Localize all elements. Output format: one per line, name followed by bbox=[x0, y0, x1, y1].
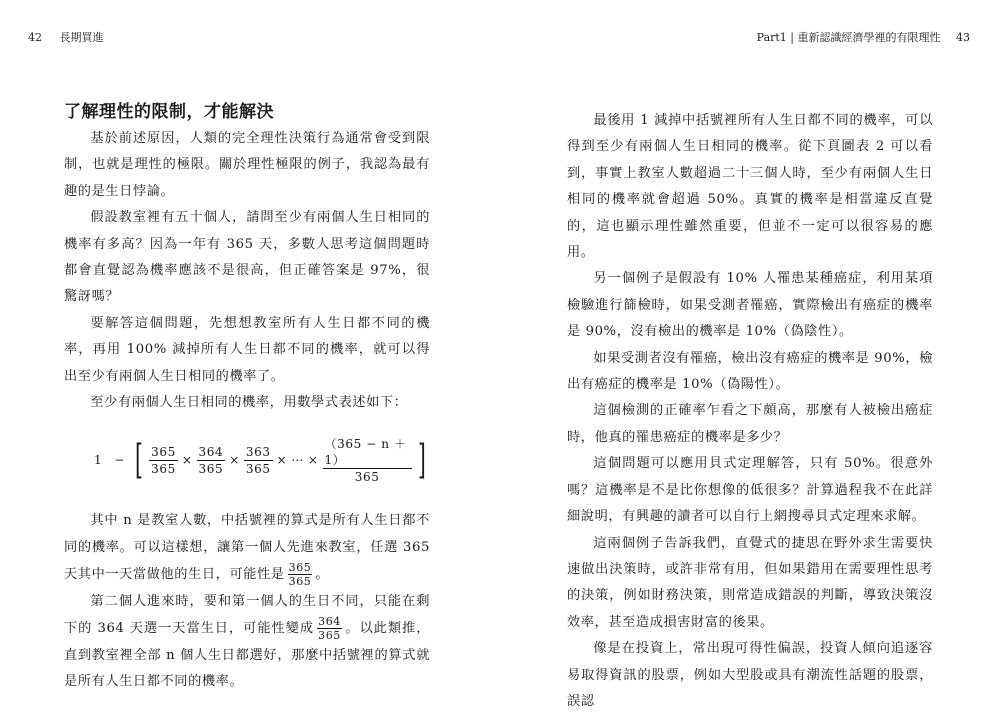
paragraph bbox=[64, 589, 430, 696]
left-page-number: 42 bbox=[28, 31, 42, 44]
paragraph: 假設教室裡有五十個人，請問至少有兩個人生日相同的機率有多高？因為一年有 365 天，多數人思考這個問題時都會直覺認為機率應該不是很高，但正確答案是 97%，很驚訝嗎？ bbox=[64, 210, 430, 305]
paragraph: 如果受測者沒有罹癌，檢出沒有癌症的機率是 90%，檢出有癌症的機率是 10%（偽陽性）。 bbox=[567, 350, 933, 393]
formula-bracket-left: [ bbox=[134, 437, 144, 484]
paragraph: 要解答這個問題，先想想教室所有人生日都不同的機率，再用 100% 減掉所有人生日都不同的機率，就可以得出至少有兩個人生日相同的機率了。 bbox=[64, 315, 430, 384]
inline-fraction bbox=[317, 615, 342, 642]
text-run: 第二個人進來時，要和第一個人的生日不同，只能在剩下的 364 天選一天當生日，可能性變成 bbox=[64, 593, 430, 637]
chapter-title: Part1 | 重新認識經濟學裡的有限理性 bbox=[756, 31, 941, 44]
numerator: 365 bbox=[151, 444, 176, 459]
formula-times: × bbox=[307, 453, 319, 468]
text-run: 。以此類推，直到教室裡全部 n 個人生日都選好，那麼中括號裡的算式就是所有人生日都不同的機率。 bbox=[64, 621, 430, 689]
formula-times: × bbox=[181, 453, 193, 468]
paragraph: 這個問題可以應用貝式定理解答，只有 50%。很意外嗎？這機率是不是比你想像的低很多？計算過程我不在此詳細說明，有興趣的讀者可以自行上網搜尋貝式定理來求解。 bbox=[567, 456, 933, 525]
formula-times: × bbox=[229, 453, 240, 468]
denominator: 365 bbox=[354, 469, 380, 484]
paragraph: 至少有兩個人生日相同的機率，用數學式表述如下： bbox=[90, 395, 408, 411]
numerator: 364 bbox=[198, 444, 224, 459]
paragraph: 另一個例子是假設有 10% 人罹患某種癌症，利用某項檢驗進行篩檢時，如果受測者罹癌，實際檢出有癌症的機率是 90%，沒有檢出的機率是 10%（偽陰性）。 bbox=[567, 271, 933, 340]
paragraph: 這個檢測的正確率乍看之下頗高，那麼有人被檢出癌症時，他真的罹患癌症的機率是多少？ bbox=[567, 403, 933, 445]
left-running-header bbox=[28, 29, 104, 45]
paragraph: 基於前述原因，人類的完全理性決策行為通常會受到限制，也就是理性的極限。關於理性極限的例子，我認為最有趣的是生日悖論。 bbox=[64, 131, 430, 199]
numerator: 364 bbox=[318, 615, 341, 629]
text-run: 。 bbox=[315, 567, 330, 583]
formula-fraction bbox=[323, 436, 412, 485]
right-running-header bbox=[757, 29, 970, 45]
numerator: 363 bbox=[245, 444, 271, 459]
denominator: 365 bbox=[288, 575, 312, 589]
paragraph bbox=[64, 508, 430, 588]
formula-fraction bbox=[244, 444, 273, 477]
denominator: 365 bbox=[245, 461, 271, 476]
numerator: 365 bbox=[288, 561, 312, 575]
formula-fraction bbox=[197, 444, 226, 477]
formula-times: × bbox=[276, 453, 288, 468]
section-heading: 了解理性的限制，才能解決 bbox=[64, 102, 274, 122]
formula-fraction bbox=[149, 444, 178, 477]
formula-bracket-right: ] bbox=[417, 437, 426, 484]
text-run: 其中 n 是教室人數，中括號裡的算式是所有人生日都不同的機率。可以這樣想，讓第一個人先進來教室，任選 365 天其中一天當做他的生日，可能性是 bbox=[64, 513, 430, 583]
denominator: 365 bbox=[198, 461, 224, 476]
paragraph: 這兩個例子告訴我們，直覺式的捷思在野外求生需要快速做出決策時，或許非常有用，但如果錯用在需要理性思考的決策，例如財務決策，則常造成錯誤的判斷，導致決策沒效率，甚至造成損害財富的後果。 bbox=[567, 535, 933, 630]
probability-formula bbox=[94, 428, 430, 492]
inline-fraction bbox=[288, 561, 313, 588]
right-page-number: 43 bbox=[956, 31, 970, 44]
numerator: （365 − n ＋ 1） bbox=[323, 436, 412, 469]
formula-minus: − bbox=[114, 453, 125, 468]
denominator: 365 bbox=[318, 629, 341, 643]
paragraph: 最後用 1 減掉中括號裡所有人生日都不同的機率，可以得到至少有兩個人生日相同的機率。從下頁圖表 2 可以看到，事實上教室人數超過二十三個人時，至少有兩個人生日相同的機率就會超過 50%。真實的機率是相當違反直覺的，這也顯示理性雖然重要，但並不一定可以很容易的應用。 bbox=[567, 113, 933, 261]
paragraph: 像是在投資上，常出現可得性偏誤，投資人傾向追逐容易取得資訊的股票，例如大型股或具有潮流性話題的股票，誤認 bbox=[567, 641, 933, 709]
right-page bbox=[567, 108, 933, 715]
formula-one: 1 bbox=[94, 453, 103, 468]
book-title: 長期買進 bbox=[59, 31, 104, 44]
left-page bbox=[64, 100, 430, 695]
denominator: 365 bbox=[151, 461, 176, 476]
formula-ellipsis: ⋯ bbox=[291, 453, 304, 468]
